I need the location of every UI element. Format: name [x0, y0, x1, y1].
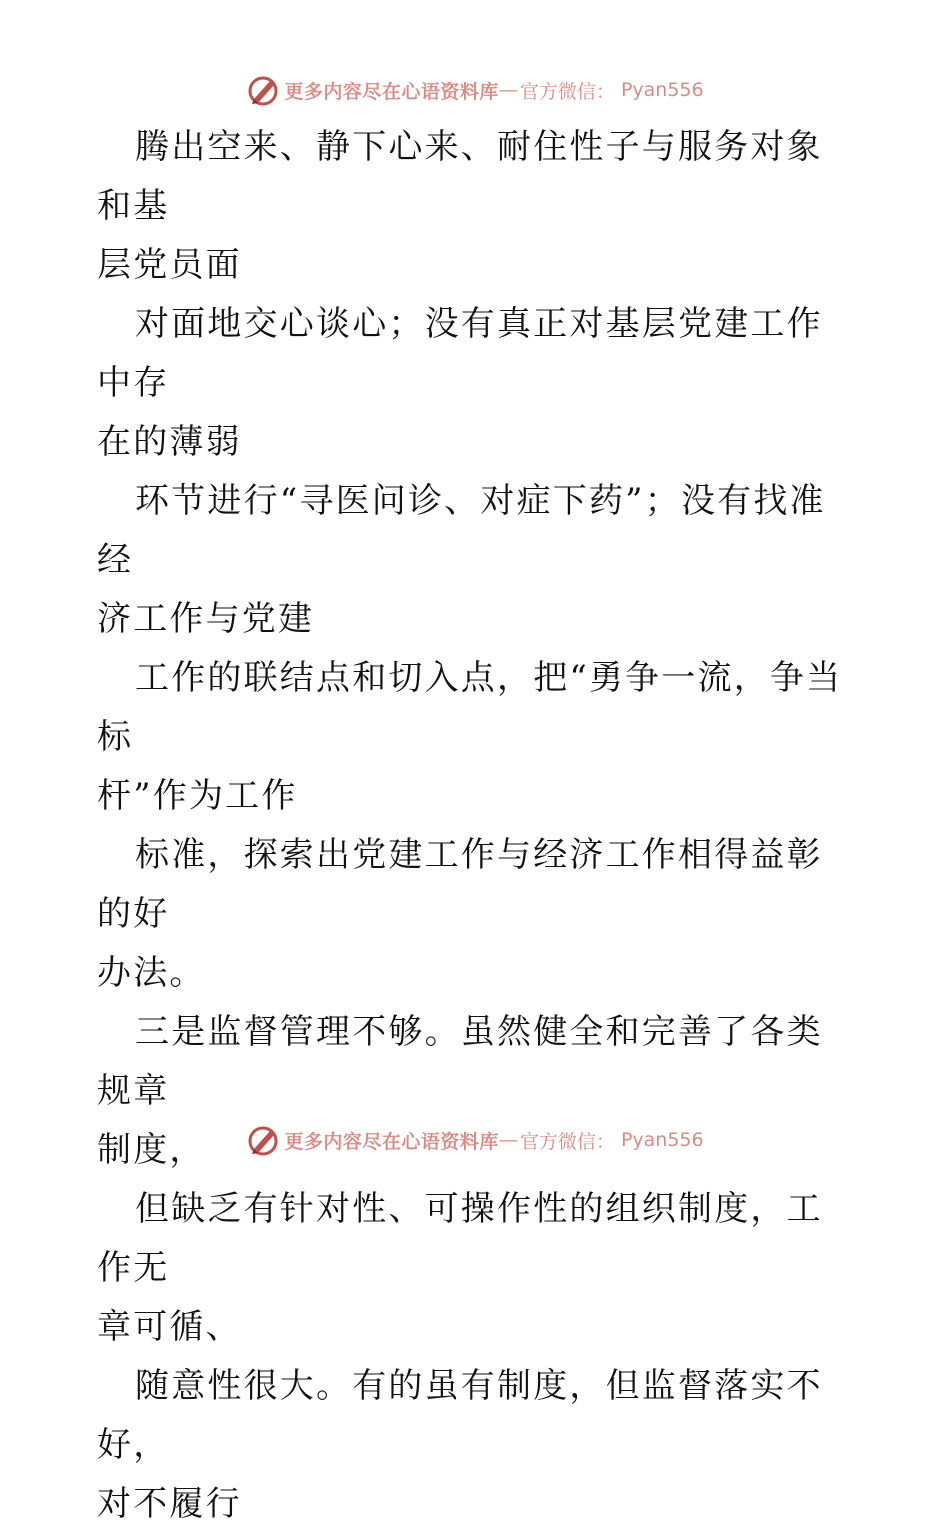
text-line: 环节进行“寻医问诊、对症下药”；没有找准经: [97, 481, 826, 580]
text-line: 工作的联结点和切入点，把“勇争一流，争当标: [97, 658, 843, 757]
text-line: 对不履行: [97, 1484, 242, 1524]
text-line: 对面地交心谈心；没有真正对基层党建工作中存: [97, 304, 823, 403]
text-line: 在的薄弱: [97, 422, 242, 462]
text-line: 随意性很大。有的虽有制度，但监督落实不好，: [97, 1366, 823, 1465]
text-line: 标准，探索出党建工作与经济工作相得益彰的好: [97, 835, 823, 934]
header-wechat-label: 官方微信：: [519, 80, 615, 103]
header-dash: —: [498, 79, 518, 101]
footer-site-text: 更多内容尽在心语资料库: [284, 1130, 499, 1153]
footer-dash: —: [498, 1129, 518, 1151]
text-line: 三是监督管理不够。虽然健全和完善了各类规章: [97, 1012, 823, 1111]
header-wechat-id: Pyan556: [620, 79, 704, 101]
pen-logo-icon: [246, 1123, 280, 1157]
text-line: 济工作与党建: [97, 599, 315, 639]
text-line: 章可循、: [97, 1307, 242, 1347]
footer-banner: [0, 1120, 950, 1160]
pen-logo-icon: [246, 73, 280, 107]
text-line: 办法。: [97, 953, 206, 993]
text-line: 层党员面: [97, 245, 242, 285]
document-body: [97, 118, 857, 1534]
text-line: 制度，: [97, 1130, 206, 1170]
header-banner: [0, 70, 950, 110]
text-line: 但缺乏有针对性、可操作性的组织制度，工作无: [97, 1189, 823, 1288]
text-line: 杆”作为工作: [97, 776, 298, 816]
header-site-text: 更多内容尽在心语资料库: [284, 80, 499, 103]
text-line: 腾出空来、静下心来、耐住性子与服务对象和基: [97, 127, 823, 226]
footer-wechat-label: 官方微信：: [519, 1130, 615, 1153]
footer-wechat-id: Pyan556: [620, 1129, 704, 1151]
